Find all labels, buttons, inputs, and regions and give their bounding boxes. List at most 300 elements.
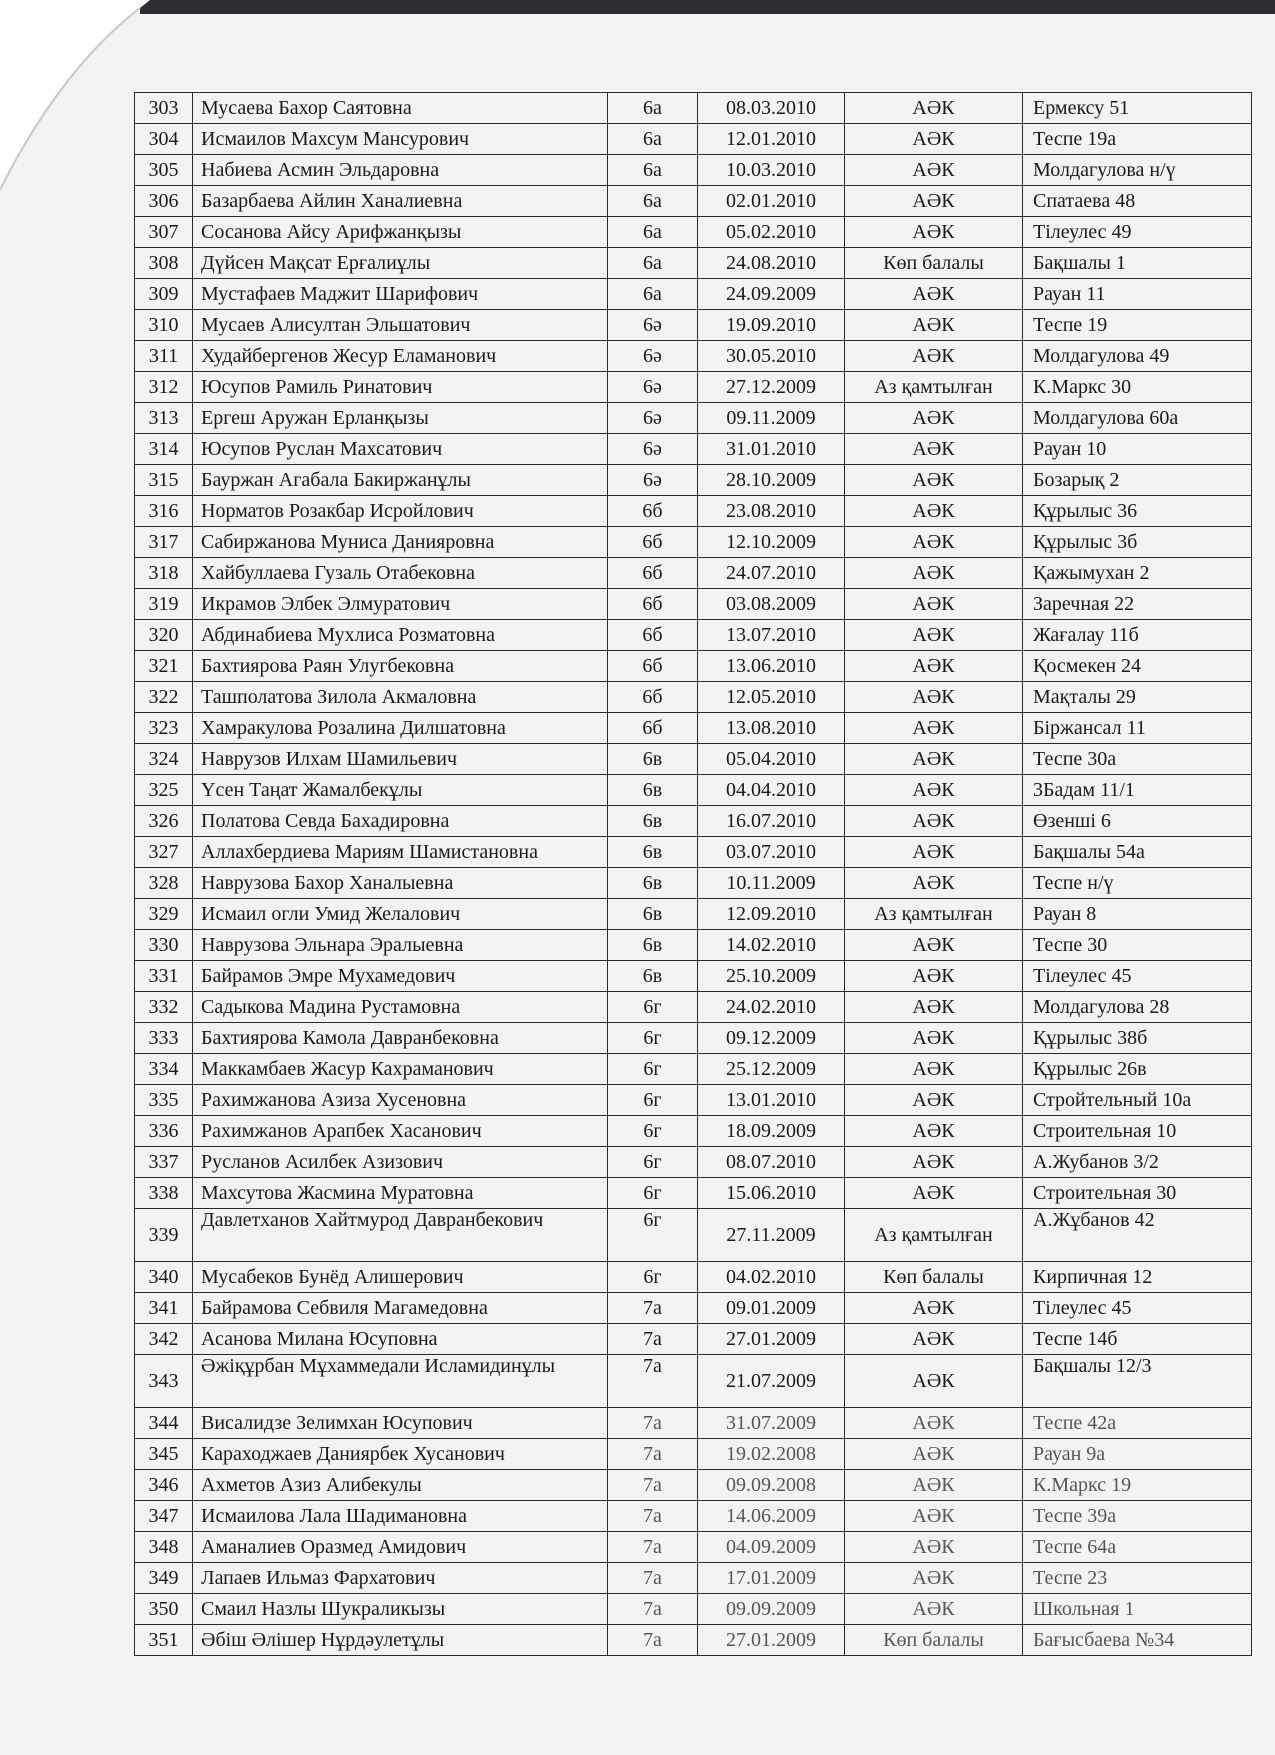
row-number: 313	[135, 403, 193, 434]
student-name: Хайбуллаева Гузаль Отабековна	[193, 558, 608, 589]
row-number: 312	[135, 372, 193, 403]
birth-date: 05.02.2010	[698, 217, 845, 248]
row-number: 315	[135, 465, 193, 496]
student-name: Ахметов Азиз Алибекулы	[193, 1470, 608, 1501]
student-name: Мусаев Алисултан Эльшатович	[193, 310, 608, 341]
student-name: Үсен Таңат Жамалбекұлы	[193, 775, 608, 806]
class-cell: 7а	[608, 1594, 698, 1625]
birth-date: 05.04.2010	[698, 744, 845, 775]
table-row	[135, 403, 1252, 434]
address-cell: Теспе н/ү	[1023, 868, 1252, 899]
birth-date: 09.09.2009	[698, 1594, 845, 1625]
category-cell: АӘК	[845, 1023, 1023, 1054]
student-name: Байрамова Себвиля Магамедовна	[193, 1293, 608, 1324]
address-cell: А.Жұбанов 42	[1023, 1209, 1252, 1262]
address-cell: Теспе 19а	[1023, 124, 1252, 155]
table-row	[135, 651, 1252, 682]
category-cell: Аз қамтылған	[845, 1209, 1023, 1262]
row-number: 316	[135, 496, 193, 527]
row-number: 341	[135, 1293, 193, 1324]
row-number: 310	[135, 310, 193, 341]
birth-date: 24.07.2010	[698, 558, 845, 589]
table-row	[135, 775, 1252, 806]
class-cell: 6б	[608, 527, 698, 558]
student-name: Дүйсен Мақсат Ерғалиұлы	[193, 248, 608, 279]
row-number: 321	[135, 651, 193, 682]
table-row	[135, 930, 1252, 961]
student-name: Аманалиев Оразмед Амидович	[193, 1532, 608, 1563]
birth-date: 03.07.2010	[698, 837, 845, 868]
category-cell: АӘК	[845, 1178, 1023, 1209]
address-cell: К.Маркс 30	[1023, 372, 1252, 403]
row-number: 336	[135, 1116, 193, 1147]
student-name: Норматов Розакбар Исройлович	[193, 496, 608, 527]
row-number: 311	[135, 341, 193, 372]
row-number: 348	[135, 1532, 193, 1563]
class-cell: 6в	[608, 899, 698, 930]
category-cell: АӘК	[845, 496, 1023, 527]
scan-top-band	[140, 0, 1275, 14]
student-name: Набиева Асмин Эльдаровна	[193, 155, 608, 186]
student-name: Бахтиярова Камола Давранбековна	[193, 1023, 608, 1054]
row-number: 324	[135, 744, 193, 775]
birth-date: 04.09.2009	[698, 1532, 845, 1563]
address-cell: Рауан 10	[1023, 434, 1252, 465]
row-number: 343	[135, 1355, 193, 1408]
class-cell: 6в	[608, 744, 698, 775]
student-name: Әжіқұрбан Мұхаммедали Исламидинұлы	[193, 1355, 608, 1408]
row-number: 308	[135, 248, 193, 279]
category-cell: АӘК	[845, 930, 1023, 961]
address-cell: Молдагулова 60а	[1023, 403, 1252, 434]
address-cell: Теспе 64а	[1023, 1532, 1252, 1563]
table-row	[135, 1178, 1252, 1209]
row-number: 351	[135, 1625, 193, 1656]
student-name: Әбіш Әлішер Нұрдәулетұлы	[193, 1625, 608, 1656]
row-number: 345	[135, 1439, 193, 1470]
address-cell: Тілеулес 49	[1023, 217, 1252, 248]
address-cell: Теспе 23	[1023, 1563, 1252, 1594]
category-cell: АӘК	[845, 1408, 1023, 1439]
class-cell: 6г	[608, 1054, 698, 1085]
student-name: Рахимжанова Азиза Хусеновна	[193, 1085, 608, 1116]
student-name: Абдинабиева Мухлиса Розматовна	[193, 620, 608, 651]
category-cell: АӘК	[845, 1470, 1023, 1501]
birth-date: 04.04.2010	[698, 775, 845, 806]
birth-date: 23.08.2010	[698, 496, 845, 527]
address-cell: Строительная 10	[1023, 1116, 1252, 1147]
birth-date: 12.01.2010	[698, 124, 845, 155]
student-name: Асанова Милана Юсуповна	[193, 1324, 608, 1355]
class-cell: 6а	[608, 279, 698, 310]
category-cell: АӘК	[845, 1293, 1023, 1324]
row-number: 309	[135, 279, 193, 310]
class-cell: 6г	[608, 1209, 698, 1262]
table-row	[135, 1439, 1252, 1470]
class-cell: 7а	[608, 1324, 698, 1355]
birth-date: 31.01.2010	[698, 434, 845, 465]
birth-date: 13.08.2010	[698, 713, 845, 744]
student-name: Полатова Севда Бахадировна	[193, 806, 608, 837]
student-name: Икрамов Элбек Элмуратович	[193, 589, 608, 620]
student-name: Хамракулова Розалина Дилшатовна	[193, 713, 608, 744]
category-cell: АӘК	[845, 1085, 1023, 1116]
table-row	[135, 1355, 1252, 1408]
birth-date: 09.12.2009	[698, 1023, 845, 1054]
address-cell: Теспе 39а	[1023, 1501, 1252, 1532]
table-row	[135, 93, 1252, 124]
birth-date: 09.09.2008	[698, 1470, 845, 1501]
row-number: 329	[135, 899, 193, 930]
table-row	[135, 1408, 1252, 1439]
address-cell: Теспе 30	[1023, 930, 1252, 961]
table-row	[135, 1563, 1252, 1594]
birth-date: 21.07.2009	[698, 1355, 845, 1408]
row-number: 326	[135, 806, 193, 837]
birth-date: 24.09.2009	[698, 279, 845, 310]
student-name: Ергеш Аружан Ерланқызы	[193, 403, 608, 434]
class-cell: 7а	[608, 1293, 698, 1324]
address-cell: 3Бадам 11/1	[1023, 775, 1252, 806]
address-cell: Біржансал 11	[1023, 713, 1252, 744]
category-cell: Көп балалы	[845, 1262, 1023, 1293]
birth-date: 13.01.2010	[698, 1085, 845, 1116]
student-name: Исмаилов Махсум Мансурович	[193, 124, 608, 155]
address-cell: Ермексу 51	[1023, 93, 1252, 124]
address-cell: Стройтельный 10а	[1023, 1085, 1252, 1116]
table-row	[135, 1054, 1252, 1085]
birth-date: 03.08.2009	[698, 589, 845, 620]
student-name: Караходжаев Даниярбек Хусанович	[193, 1439, 608, 1470]
table-row	[135, 496, 1252, 527]
class-cell: 6г	[608, 992, 698, 1023]
class-cell: 6б	[608, 558, 698, 589]
address-cell: Өзеншi 6	[1023, 806, 1252, 837]
class-cell: 6ә	[608, 465, 698, 496]
row-number: 337	[135, 1147, 193, 1178]
student-name: Мусаева Бахор Саятовна	[193, 93, 608, 124]
address-cell: Молдагулова н/ү	[1023, 155, 1252, 186]
address-cell: Жағалау 11б	[1023, 620, 1252, 651]
address-cell: Бағысбаева №34	[1023, 1625, 1252, 1656]
student-roster-table	[134, 92, 1252, 1656]
student-name: Исмаил огли Умид Желалович	[193, 899, 608, 930]
student-name: Мусабеков Бунёд Алишерович	[193, 1262, 608, 1293]
table-row	[135, 310, 1252, 341]
student-name: Махсутова Жасмина Муратовна	[193, 1178, 608, 1209]
class-cell: 6в	[608, 930, 698, 961]
category-cell: АӘК	[845, 1594, 1023, 1625]
table-row	[135, 682, 1252, 713]
class-cell: 6в	[608, 837, 698, 868]
table-row	[135, 124, 1252, 155]
table-row	[135, 868, 1252, 899]
category-cell: АӘК	[845, 651, 1023, 682]
table-row	[135, 744, 1252, 775]
class-cell: 6г	[608, 1116, 698, 1147]
category-cell: АӘК	[845, 961, 1023, 992]
category-cell: АӘК	[845, 1355, 1023, 1408]
birth-date: 08.03.2010	[698, 93, 845, 124]
category-cell: АӘК	[845, 775, 1023, 806]
class-cell: 6г	[608, 1023, 698, 1054]
category-cell: АӘК	[845, 527, 1023, 558]
category-cell: АӘК	[845, 1501, 1023, 1532]
birth-date: 12.10.2009	[698, 527, 845, 558]
birth-date: 16.07.2010	[698, 806, 845, 837]
class-cell: 6в	[608, 961, 698, 992]
class-cell: 7а	[608, 1470, 698, 1501]
row-number: 335	[135, 1085, 193, 1116]
address-cell: Спатаева 48	[1023, 186, 1252, 217]
table-row	[135, 1023, 1252, 1054]
student-name: Бауржан Агабала Бакиржанұлы	[193, 465, 608, 496]
address-cell: Бозарық 2	[1023, 465, 1252, 496]
category-cell: АӘК	[845, 403, 1023, 434]
address-cell: Рауан 9а	[1023, 1439, 1252, 1470]
class-cell: 6г	[608, 1262, 698, 1293]
address-cell: Теспе 19	[1023, 310, 1252, 341]
row-number: 314	[135, 434, 193, 465]
table-row	[135, 992, 1252, 1023]
table-row	[135, 558, 1252, 589]
class-cell: 7а	[608, 1501, 698, 1532]
birth-date: 19.02.2008	[698, 1439, 845, 1470]
row-number: 317	[135, 527, 193, 558]
table-row	[135, 620, 1252, 651]
birth-date: 12.05.2010	[698, 682, 845, 713]
category-cell: АӘК	[845, 93, 1023, 124]
birth-date: 27.12.2009	[698, 372, 845, 403]
birth-date: 08.07.2010	[698, 1147, 845, 1178]
row-number: 307	[135, 217, 193, 248]
class-cell: 6б	[608, 620, 698, 651]
student-name: Базарбаева Айлин Ханалиевна	[193, 186, 608, 217]
class-cell: 6а	[608, 155, 698, 186]
category-cell: АӘК	[845, 682, 1023, 713]
row-number: 322	[135, 682, 193, 713]
address-cell: Мақталы 29	[1023, 682, 1252, 713]
table-row	[135, 186, 1252, 217]
table-row	[135, 1532, 1252, 1563]
address-cell: Тілеулес 45	[1023, 961, 1252, 992]
birth-date: 17.01.2009	[698, 1563, 845, 1594]
address-cell: А.Жубанов 3/2	[1023, 1147, 1252, 1178]
category-cell: АӘК	[845, 1439, 1023, 1470]
category-cell: АӘК	[845, 1324, 1023, 1355]
birth-date: 31.07.2009	[698, 1408, 845, 1439]
table-row	[135, 1209, 1252, 1262]
class-cell: 6в	[608, 806, 698, 837]
student-name: Худайбергенов Жесур Еламанович	[193, 341, 608, 372]
class-cell: 6ә	[608, 403, 698, 434]
category-cell: АӘК	[845, 310, 1023, 341]
table-row	[135, 527, 1252, 558]
row-number: 327	[135, 837, 193, 868]
address-cell: Қажымухан 2	[1023, 558, 1252, 589]
address-cell: Рауан 8	[1023, 899, 1252, 930]
class-cell: 7а	[608, 1625, 698, 1656]
birth-date: 18.09.2009	[698, 1116, 845, 1147]
birth-date: 24.08.2010	[698, 248, 845, 279]
row-number: 318	[135, 558, 193, 589]
student-name: Исмаилова Лала Шадимановна	[193, 1501, 608, 1532]
student-name: Лапаев Ильмаз Фархатович	[193, 1563, 608, 1594]
class-cell: 6б	[608, 496, 698, 527]
class-cell: 6б	[608, 651, 698, 682]
row-number: 334	[135, 1054, 193, 1085]
category-cell: Көп балалы	[845, 248, 1023, 279]
category-cell: АӘК	[845, 589, 1023, 620]
address-cell: Тілеулес 45	[1023, 1293, 1252, 1324]
birth-date: 25.10.2009	[698, 961, 845, 992]
table-row	[135, 1594, 1252, 1625]
class-cell: 6а	[608, 124, 698, 155]
birth-date: 14.02.2010	[698, 930, 845, 961]
birth-date: 13.07.2010	[698, 620, 845, 651]
row-number: 338	[135, 1178, 193, 1209]
address-cell: Құрылыс 38б	[1023, 1023, 1252, 1054]
student-name: Бахтиярова Раян Улугбековна	[193, 651, 608, 682]
table-row	[135, 961, 1252, 992]
birth-date: 30.05.2010	[698, 341, 845, 372]
birth-date: 19.09.2010	[698, 310, 845, 341]
class-cell: 6г	[608, 1085, 698, 1116]
row-number: 304	[135, 124, 193, 155]
category-cell: АӘК	[845, 341, 1023, 372]
category-cell: АӘК	[845, 837, 1023, 868]
category-cell: АӘК	[845, 620, 1023, 651]
class-cell: 6б	[608, 682, 698, 713]
class-cell: 6ә	[608, 310, 698, 341]
address-cell: Құрылыс 26в	[1023, 1054, 1252, 1085]
student-name: Наврузова Бахор Ханалыевна	[193, 868, 608, 899]
table-row	[135, 217, 1252, 248]
table-row	[135, 1625, 1252, 1656]
table-row	[135, 248, 1252, 279]
student-name: Мустафаев Маджит Шарифович	[193, 279, 608, 310]
category-cell: Аз қамтылған	[845, 372, 1023, 403]
address-cell: Бақшалы 1	[1023, 248, 1252, 279]
class-cell: 6ә	[608, 341, 698, 372]
class-cell: 6б	[608, 713, 698, 744]
class-cell: 6г	[608, 1147, 698, 1178]
address-cell: Бақшалы 54а	[1023, 837, 1252, 868]
table-row	[135, 589, 1252, 620]
address-cell: Құрылыс 3б	[1023, 527, 1252, 558]
row-number: 325	[135, 775, 193, 806]
birth-date: 13.06.2010	[698, 651, 845, 682]
address-cell: Строительная 30	[1023, 1178, 1252, 1209]
class-cell: 6г	[608, 1178, 698, 1209]
class-cell: 6в	[608, 868, 698, 899]
table-row	[135, 713, 1252, 744]
table-row	[135, 1324, 1252, 1355]
student-name: Русланов Асилбек Азизович	[193, 1147, 608, 1178]
table-row	[135, 1470, 1252, 1501]
class-cell: 7а	[608, 1439, 698, 1470]
class-cell: 6ә	[608, 372, 698, 403]
table-row	[135, 1262, 1252, 1293]
birth-date: 09.11.2009	[698, 403, 845, 434]
table-row	[135, 837, 1252, 868]
table-row	[135, 1293, 1252, 1324]
category-cell: Көп балалы	[845, 1625, 1023, 1656]
category-cell: Аз қамтылған	[845, 899, 1023, 930]
row-number: 303	[135, 93, 193, 124]
student-name: Рахимжанов Арапбек Хасанович	[193, 1116, 608, 1147]
student-name: Давлетханов Хайтмурод Давранбекович	[193, 1209, 608, 1262]
birth-date: 04.02.2010	[698, 1262, 845, 1293]
birth-date: 14.06.2009	[698, 1501, 845, 1532]
birth-date: 02.01.2010	[698, 186, 845, 217]
class-cell: 6в	[608, 775, 698, 806]
category-cell: АӘК	[845, 1054, 1023, 1085]
birth-date: 15.06.2010	[698, 1178, 845, 1209]
category-cell: АӘК	[845, 558, 1023, 589]
row-number: 342	[135, 1324, 193, 1355]
category-cell: АӘК	[845, 186, 1023, 217]
student-name: Юсупов Рамиль Ринатович	[193, 372, 608, 403]
row-number: 339	[135, 1209, 193, 1262]
address-cell: Молдагулова 28	[1023, 992, 1252, 1023]
row-number: 319	[135, 589, 193, 620]
birth-date: 09.01.2009	[698, 1293, 845, 1324]
table-row	[135, 465, 1252, 496]
student-name: Садыкова Мадина Рустамовна	[193, 992, 608, 1023]
student-name: Юсупов Руслан Махсатович	[193, 434, 608, 465]
address-cell: Заречная 22	[1023, 589, 1252, 620]
class-cell: 6б	[608, 589, 698, 620]
student-name: Байрамов Эмре Мухамедович	[193, 961, 608, 992]
birth-date: 12.09.2010	[698, 899, 845, 930]
birth-date: 27.01.2009	[698, 1324, 845, 1355]
table-row	[135, 155, 1252, 186]
birth-date: 27.11.2009	[698, 1209, 845, 1262]
table-row	[135, 434, 1252, 465]
birth-date: 25.12.2009	[698, 1054, 845, 1085]
category-cell: АӘК	[845, 465, 1023, 496]
class-cell: 7а	[608, 1532, 698, 1563]
row-number: 340	[135, 1262, 193, 1293]
category-cell: АӘК	[845, 279, 1023, 310]
row-number: 330	[135, 930, 193, 961]
class-cell: 7а	[608, 1408, 698, 1439]
student-name: Наврузов Илхам Шамильевич	[193, 744, 608, 775]
address-cell: Теспе 14б	[1023, 1324, 1252, 1355]
table-row	[135, 899, 1252, 930]
class-cell: 6ә	[608, 434, 698, 465]
row-number: 344	[135, 1408, 193, 1439]
address-cell: Рауан 11	[1023, 279, 1252, 310]
table-row	[135, 1501, 1252, 1532]
category-cell: АӘК	[845, 124, 1023, 155]
category-cell: АӘК	[845, 868, 1023, 899]
row-number: 305	[135, 155, 193, 186]
class-cell: 6а	[608, 248, 698, 279]
address-cell: Қосмекен 24	[1023, 651, 1252, 682]
class-cell: 7а	[608, 1563, 698, 1594]
category-cell: АӘК	[845, 744, 1023, 775]
class-cell: 6а	[608, 217, 698, 248]
category-cell: АӘК	[845, 1116, 1023, 1147]
student-name: Смаил Назлы Шукраликызы	[193, 1594, 608, 1625]
birth-date: 27.01.2009	[698, 1625, 845, 1656]
category-cell: АӘК	[845, 713, 1023, 744]
address-cell: Құрылыс 36	[1023, 496, 1252, 527]
category-cell: АӘК	[845, 806, 1023, 837]
class-cell: 6а	[608, 186, 698, 217]
